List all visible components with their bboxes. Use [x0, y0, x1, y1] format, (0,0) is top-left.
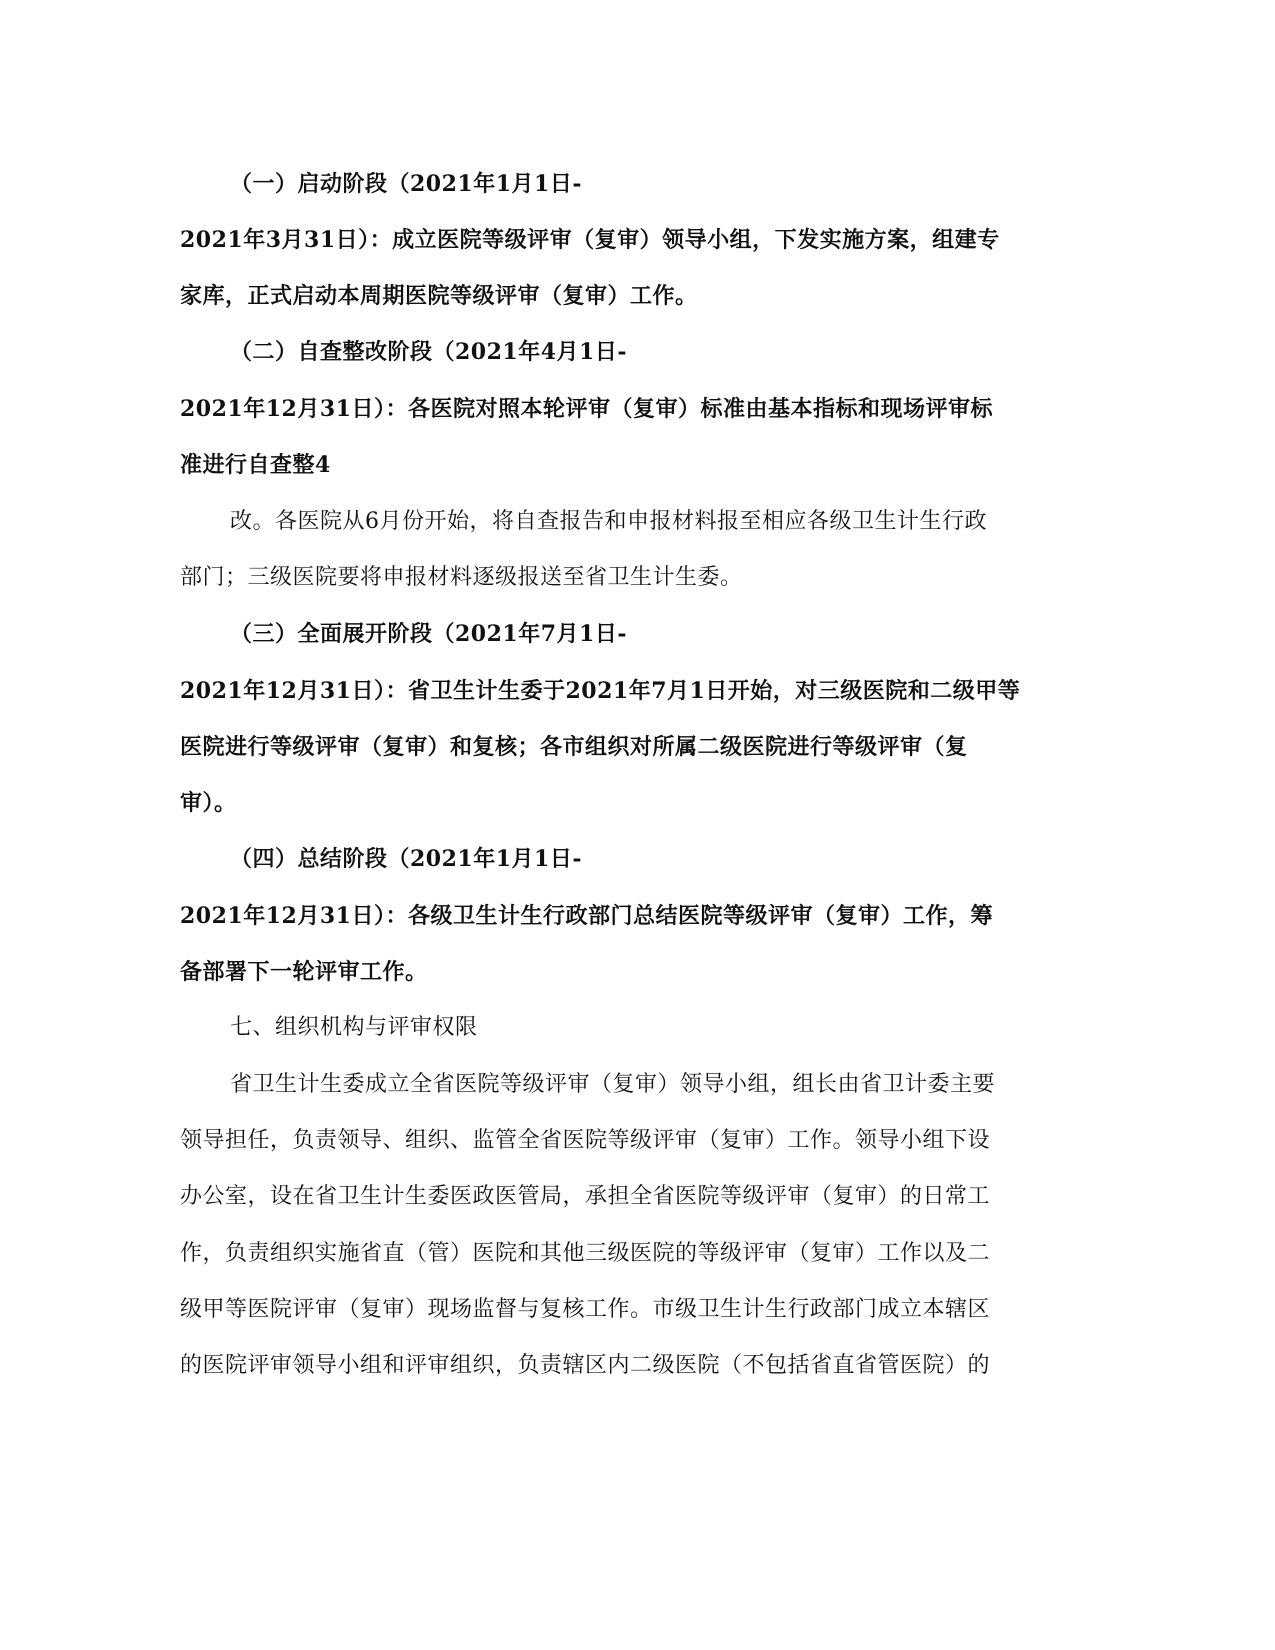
paragraph-line: 办公室，设在省卫生计生委医政医管局，承担全省医院等级评审（复审）的日常工	[180, 1184, 991, 1209]
section-heading-full-rollout-stage: （三）全面展开阶段（2021年7月1日-	[230, 621, 627, 647]
section-heading-summary-stage: （四）总结阶段（2021年1月1日-	[230, 846, 582, 872]
paragraph-line: 审）。	[180, 790, 237, 816]
paragraph-line: 作，负责组织实施省直（管）医院和其他三级医院的等级评审（复审）工作以及二	[180, 1241, 991, 1266]
section-heading-organization: 七、组织机构与评审权限	[230, 1015, 478, 1040]
paragraph-line: 改。各医院从6月份开始，将自查报告和申报材料报至相应各级卫生计生行政	[230, 509, 987, 534]
paragraph-line: 2021年3月31日）：成立医院等级评审（复审）领导小组，下发实施方案，组建专	[180, 227, 1000, 253]
section-heading-self-check-stage: （二）自查整改阶段（2021年4月1日-	[230, 339, 627, 365]
paragraph-line: 2021年12月31日）：各医院对照本轮评审（复审）标准由基本指标和现场评审标	[180, 396, 993, 422]
paragraph-line: 备部署下一轮评审工作。	[180, 959, 428, 985]
paragraph-line: 家库，正式启动本周期医院等级评审（复审）工作。	[180, 283, 698, 309]
paragraph-line: 省卫生计生委成立全省医院等级评审（复审）领导小组，组长由省卫计委主要	[230, 1072, 996, 1097]
paragraph-line: 的医院评审领导小组和评审组织，负责辖区内二级医院（不包括省直省管医院）的	[180, 1353, 991, 1378]
paragraph-line: 2021年12月31日）：各级卫生计生行政部门总结医院等级评审（复审）工作，筹	[180, 903, 993, 929]
paragraph-line: 2021年12月31日）：省卫生计生委于2021年7月1日开始，对三级医院和二级甲等	[180, 678, 1021, 704]
paragraph-line: 准进行自查整4	[180, 452, 331, 478]
section-heading-launch-stage: （一）启动阶段（2021年1月1日-	[230, 171, 582, 197]
paragraph-line: 领导担任，负责领导、组织、监管全省医院等级评审（复审）工作。领导小组下设	[180, 1128, 991, 1153]
paragraph-line: 医院进行等级评审（复审）和复核；各市组织对所属二级医院进行等级评审（复	[180, 734, 968, 760]
paragraph-line: 级甲等医院评审（复审）现场监督与复核工作。市级卫生计生行政部门成立本辖区	[180, 1297, 991, 1322]
paragraph-line: 部门；三级医院要将申报材料逐级报送至省卫生计生委。	[180, 565, 743, 590]
